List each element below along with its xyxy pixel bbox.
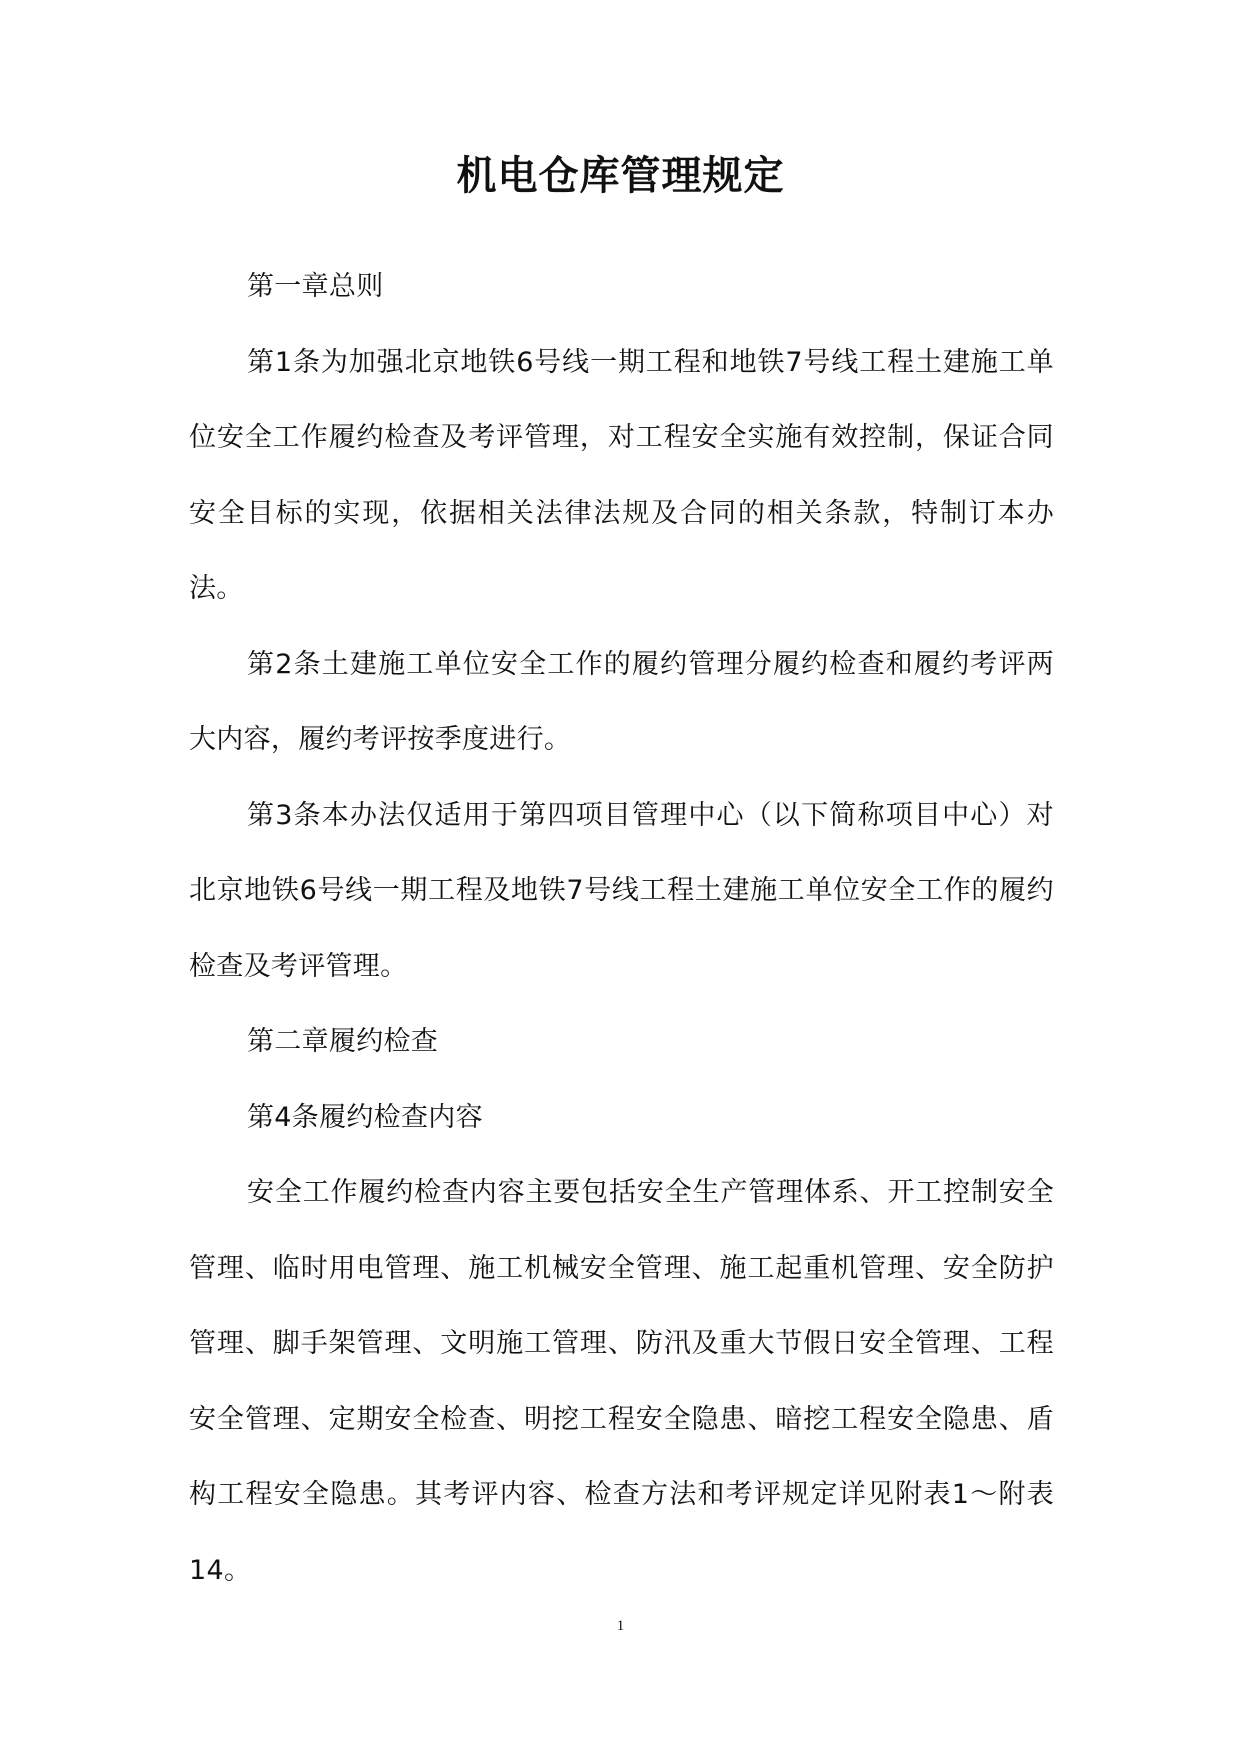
chapter-heading-inspection: 第二章履约检查 [247,1026,439,1057]
article-1-paragraph: 第1条为加强北京地铁6号线一期工程和地铁7号线工程土建施工单位安全工作履约检查及考评管理，对工程安全实施有效控制，保证合同安全目标的实现，依据相关法律法规及合同的相关条款，特制订本办法。 [189,346,1054,604]
page-number: 1 [616,1618,625,1634]
inspection-content-paragraph: 安全工作履约检查内容主要包括安全生产管理体系、开工控制安全管理、临时用电管理、施工机械安全管理、施工起重机管理、安全防护管理、脚手架管理、文明施工管理、防汛及重大节假日安全管理、工程安全管理、定期安全检查、明挖工程安全隐患、暗挖工程安全隐患、盾构工程安全隐患。其考评内容、检查方法和考评规定详见附表1～附表14。 [189,1177,1054,1586]
article-2-paragraph: 第2条土建施工单位安全工作的履约管理分履约检查和履约考评两大内容，履约考评按季度进行。 [189,648,1054,755]
article-4-heading: 第4条履约检查内容 [247,1101,483,1133]
chapter-heading-general: 第一章总则 [247,271,384,302]
document-title: 机电仓库管理规定 [456,152,785,199]
document-body [189,249,1054,1608]
article-3-paragraph: 第3条本办法仅适用于第四项目管理中心（以下简称项目中心）对北京地铁6号线一期工程及地铁7号线工程土建施工单位安全工作的履约检查及考评管理。 [189,799,1054,982]
